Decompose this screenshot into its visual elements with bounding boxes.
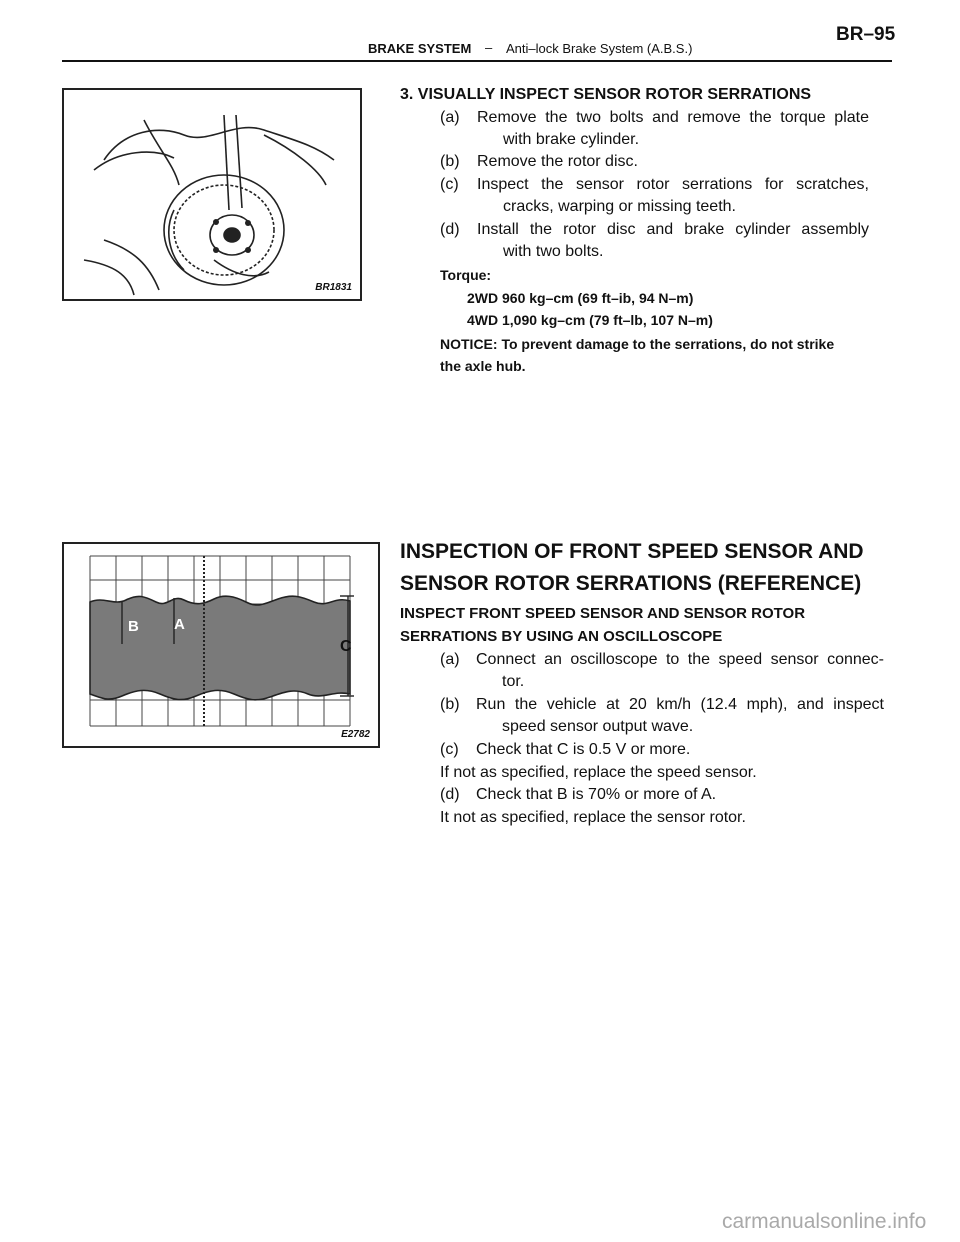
oscilloscope-figure [62,542,380,748]
step-text: speed sensor output wave. [502,718,694,735]
step-note: If not as specified, replace the speed sensor. [440,764,757,781]
watermark: carmanualsonline.info [722,1210,927,1233]
step-note: It not as specified, replace the sensor rotor. [440,809,746,826]
step-text: tor. [502,673,525,690]
step-text: Connect an oscilloscope to the speed sensor connec- [476,651,884,668]
figure-code: BR1831 [315,282,352,293]
step-text: Install the rotor disc and brake cylinder assembly [477,221,869,238]
step-text: Run the vehicle at 20 km/h (12.4 mph), and inspect [476,696,884,713]
step-text: Remove the two bolts and remove the torque plate [477,109,869,126]
step-tag: (d) [440,221,460,238]
step-text: Check that C is 0.5 V or more. [476,741,691,758]
header-rule [62,60,892,62]
torque-spec: 2WD 960 kg–cm (69 ft–ib, 94 N–m) [467,290,694,306]
label-a: A [174,616,185,633]
notice-text: NOTICE: To prevent damage to the serrations, do not strike [440,336,835,352]
rotor-illustration [62,88,362,301]
sub-heading: INSPECT FRONT SPEED SENSOR AND SENSOR ROTOR [400,605,806,622]
step-text: Inspect the sensor rotor serrations for scratches, [477,176,869,193]
figure-code: E2782 [341,729,370,740]
step-text: with two bolts. [503,243,604,260]
sub-heading: SERRATIONS BY USING AN OSCILLOSCOPE [400,628,723,645]
step-text: Check that B is 70% or more of A. [476,786,717,803]
notice-text: the axle hub. [440,358,526,374]
torque-label: Torque: [440,267,492,283]
page-header [0,0,960,64]
step-tag: (b) [440,153,460,170]
header-dash: – [485,40,493,55]
torque-spec: 4WD 1,090 kg–cm (79 ft–lb, 107 N–m) [467,312,713,328]
step-text: with brake cylinder. [503,131,640,148]
page-number: BR–95 [836,24,896,45]
oscilloscope-grid [64,544,378,746]
step-tag: (c) [440,176,459,193]
label-c: C [340,638,352,655]
step-tag: (b) [440,696,460,713]
section-heading: INSPECTION OF FRONT SPEED SENSOR AND [400,540,864,563]
step-text: cracks, warping or missing teeth. [503,198,736,215]
section-subtitle: Anti–lock Brake System (A.B.S.) [506,41,693,56]
section-title: BRAKE SYSTEM [368,41,472,56]
step-3-title: 3. VISUALLY INSPECT SENSOR ROTOR SERRATIONS [400,86,812,103]
step-tag: (a) [440,651,460,668]
section-heading: SENSOR ROTOR SERRATIONS (REFERENCE) [400,572,862,595]
label-b: B [128,618,139,635]
rotor-drawing [64,90,360,299]
step-tag: (c) [440,741,459,758]
step-text: Remove the rotor disc. [477,153,638,170]
step-tag: (d) [440,786,460,803]
step-tag: (a) [440,109,460,126]
